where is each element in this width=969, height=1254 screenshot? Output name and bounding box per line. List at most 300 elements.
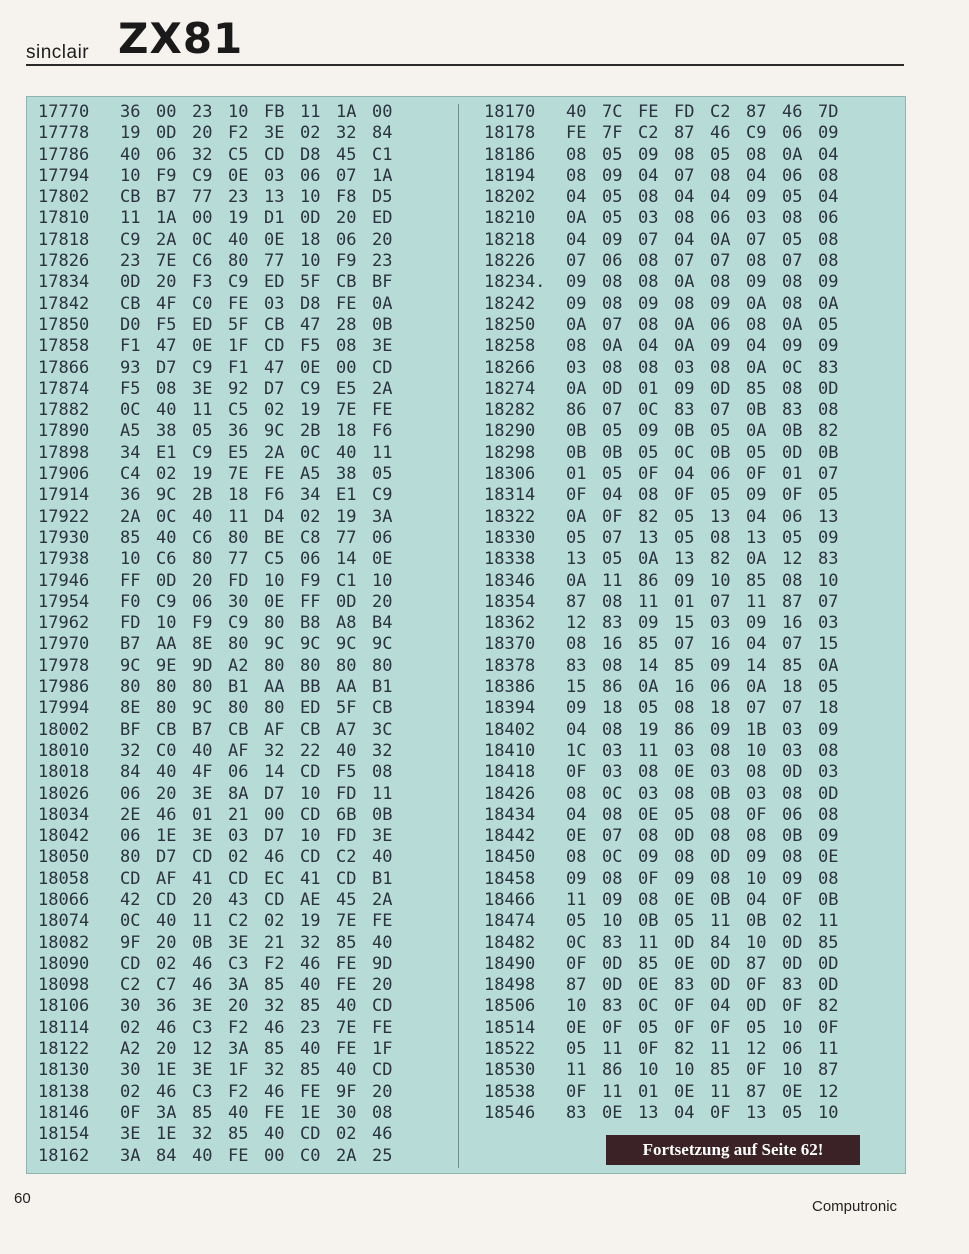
hex-byte: 0F (674, 1017, 695, 1038)
hex-byte: 47 (300, 314, 321, 335)
hex-byte: 18 (818, 698, 839, 719)
hex-byte: 05 (818, 485, 839, 506)
hex-byte: 3E (228, 932, 249, 953)
hex-byte: ED (192, 314, 213, 335)
hex-byte: 19 (300, 911, 321, 932)
hex-address: 17978 (38, 655, 90, 676)
hex-byte: 13 (746, 1102, 767, 1123)
hex-row (484, 166, 904, 187)
hex-byte: 0B (566, 442, 587, 463)
hex-byte: FE (264, 1102, 285, 1123)
hex-byte: 5F (228, 314, 249, 335)
hex-byte: 04 (674, 229, 695, 250)
hex-byte: 85 (192, 1102, 213, 1123)
hex-byte: 9C (120, 655, 141, 676)
hex-byte: FE (264, 464, 285, 485)
hex-row (484, 336, 904, 357)
hex-address: 18322 (484, 506, 536, 527)
hex-byte: 3E (120, 1124, 141, 1145)
hex-byte: FE (638, 102, 659, 122)
hex-byte: B7 (156, 187, 177, 208)
hex-address: 17890 (38, 421, 90, 442)
hex-byte: 23 (228, 187, 249, 208)
hex-byte: 09 (818, 826, 839, 847)
hex-byte: 20 (192, 123, 213, 144)
hex-byte: B1 (372, 677, 393, 698)
hex-row (38, 549, 458, 570)
hex-byte: 13 (674, 549, 695, 570)
hex-byte: 0C (300, 442, 321, 463)
hex-byte: 08 (674, 698, 695, 719)
hex-address: 18290 (484, 421, 536, 442)
hex-byte: 08 (638, 762, 659, 783)
hex-byte: 09 (602, 229, 623, 250)
hex-byte: 3A (372, 506, 393, 527)
hex-byte: 18 (602, 698, 623, 719)
hex-byte: 14 (336, 549, 357, 570)
hex-byte: 11 (120, 208, 141, 229)
hex-byte: 25 (372, 1145, 393, 1166)
hex-byte: C3 (228, 953, 249, 974)
hex-byte: CB (120, 187, 141, 208)
hex-byte: 85 (638, 953, 659, 974)
hex-byte: C9 (192, 165, 213, 186)
hex-byte: CD (300, 762, 321, 783)
hex-byte: C9 (120, 229, 141, 250)
hex-byte: 80 (156, 698, 177, 719)
hex-byte: 11 (710, 1039, 731, 1060)
hex-byte: 32 (192, 144, 213, 165)
hex-byte: 2A (120, 506, 141, 527)
hex-byte: 11 (602, 570, 623, 591)
hex-byte: 19 (228, 208, 249, 229)
hex-byte: 06 (782, 165, 803, 186)
hex-address: 18330 (484, 527, 536, 548)
hex-byte: 0B (710, 889, 731, 910)
hex-byte: 18 (710, 698, 731, 719)
hex-byte: 46 (192, 953, 213, 974)
hex-byte: 08 (782, 783, 803, 804)
hex-byte: B7 (120, 634, 141, 655)
hex-byte: 08 (336, 336, 357, 357)
hex-byte: 85 (336, 932, 357, 953)
hex-byte: 11 (746, 591, 767, 612)
hex-byte: 09 (602, 889, 623, 910)
hex-byte: 01 (782, 464, 803, 485)
hex-byte: 7E (336, 911, 357, 932)
hex-byte: 30 (228, 591, 249, 612)
hex-byte: 04 (566, 804, 587, 825)
hex-byte: 2E (120, 804, 141, 825)
hex-row (484, 847, 904, 868)
hex-byte: 08 (818, 740, 839, 761)
hex-byte: 10 (566, 996, 587, 1017)
hex-byte: 8A (228, 783, 249, 804)
hex-byte: 07 (746, 229, 767, 250)
hex-byte: C5 (264, 549, 285, 570)
hex-byte: 80 (228, 527, 249, 548)
hex-byte: 42 (120, 889, 141, 910)
hex-byte: 7E (228, 464, 249, 485)
hex-row (484, 720, 904, 741)
hex-byte: 03 (782, 740, 803, 761)
hex-byte: 02 (120, 1081, 141, 1102)
hex-byte: 0E (818, 847, 839, 868)
hex-byte: 0A (372, 293, 393, 314)
hex-byte: FD (674, 102, 695, 122)
hex-byte: CD (264, 889, 285, 910)
hex-byte: 06 (120, 783, 141, 804)
hex-byte: 08 (710, 868, 731, 889)
hex-byte: 02 (300, 506, 321, 527)
hex-byte: 07 (336, 165, 357, 186)
hex-byte: 08 (638, 187, 659, 208)
hex-byte: 08 (818, 400, 839, 421)
hex-address: 18106 (38, 996, 90, 1017)
hex-byte: 9D (372, 953, 393, 974)
hex-byte: 0D (746, 996, 767, 1017)
hex-byte: 04 (746, 889, 767, 910)
hex-byte: 0B (818, 442, 839, 463)
hex-byte: 1F (228, 1060, 249, 1081)
hex-address: 17962 (38, 613, 90, 634)
hex-byte: 3E (192, 378, 213, 399)
hex-byte: 09 (818, 336, 839, 357)
hex-byte: C6 (192, 251, 213, 272)
hex-byte: 0F (746, 1060, 767, 1081)
hex-byte: 10 (710, 570, 731, 591)
hex-address: 18074 (38, 911, 90, 932)
hex-byte: 47 (264, 357, 285, 378)
hex-byte: 1A (156, 208, 177, 229)
hex-byte: 40 (156, 527, 177, 548)
hex-byte: 0E (566, 1017, 587, 1038)
hex-byte: 0F (746, 975, 767, 996)
hex-address: 18298 (484, 442, 536, 463)
hex-byte: 0F (602, 506, 623, 527)
hex-byte: 13 (746, 527, 767, 548)
hex-byte: F6 (264, 485, 285, 506)
hex-byte: 08 (602, 719, 623, 740)
hex-byte: 09 (638, 421, 659, 442)
hex-byte: 0B (372, 314, 393, 335)
hex-byte: 02 (156, 953, 177, 974)
hex-byte: 04 (746, 165, 767, 186)
hex-byte: BE (264, 527, 285, 548)
hex-byte: FD (228, 570, 249, 591)
hex-row (484, 549, 904, 570)
hex-byte: 05 (638, 1017, 659, 1038)
hex-address: 18274 (484, 378, 536, 399)
hex-byte: 85 (228, 1124, 249, 1145)
hex-byte: 3A (156, 1102, 177, 1123)
hex-byte: 12 (782, 549, 803, 570)
hex-byte: 06 (372, 527, 393, 548)
hex-byte: 04 (818, 144, 839, 165)
hex-address: 18394 (484, 698, 536, 719)
hex-byte: 2A (372, 378, 393, 399)
hex-byte: 0E (602, 1102, 623, 1123)
hex-byte: C2 (638, 123, 659, 144)
hex-address: 17866 (38, 357, 90, 378)
hex-address: 18202 (484, 187, 536, 208)
hex-byte: 40 (336, 442, 357, 463)
hex-byte: 0A (674, 314, 695, 335)
hex-byte: 13 (566, 549, 587, 570)
hex-address: 18458 (484, 868, 536, 889)
hex-byte: 87 (566, 591, 587, 612)
hex-byte: 36 (120, 485, 141, 506)
hex-byte: 40 (192, 1145, 213, 1166)
hex-byte: 1B (746, 719, 767, 740)
hex-byte: C9 (228, 613, 249, 634)
hex-row (38, 528, 458, 549)
hex-byte: 0C (638, 400, 659, 421)
hex-byte: 34 (120, 442, 141, 463)
hex-byte: C2 (120, 975, 141, 996)
hex-address: 18314 (484, 485, 536, 506)
hex-byte: 07 (782, 251, 803, 272)
hex-byte: F2 (264, 953, 285, 974)
hex-byte: 16 (602, 634, 623, 655)
hex-byte: 06 (602, 251, 623, 272)
hex-byte: 0D (336, 591, 357, 612)
hex-byte: 40 (156, 911, 177, 932)
hex-byte: 03 (638, 783, 659, 804)
hex-byte: 85 (120, 527, 141, 548)
hex-byte: F9 (156, 165, 177, 186)
hex-byte: 23 (192, 102, 213, 122)
hex-byte: 3E (192, 996, 213, 1017)
hex-byte: 06 (782, 1039, 803, 1060)
hex-byte: AA (264, 677, 285, 698)
hex-byte: 85 (300, 996, 321, 1017)
hex-byte: 08 (710, 740, 731, 761)
hex-byte: 85 (710, 1060, 731, 1081)
hex-byte: 01 (638, 378, 659, 399)
hex-byte: 80 (192, 677, 213, 698)
hex-row (38, 890, 458, 911)
hex-byte: 0F (638, 1039, 659, 1060)
hex-row (38, 911, 458, 932)
hex-byte: 0A (746, 677, 767, 698)
hex-byte: 0F (120, 1102, 141, 1123)
hex-byte: 0A (566, 378, 587, 399)
hex-byte: D8 (300, 144, 321, 165)
hex-row (484, 975, 904, 996)
hex-byte: 87 (566, 975, 587, 996)
hex-byte: A2 (120, 1039, 141, 1060)
hex-byte: 80 (156, 677, 177, 698)
hex-byte: 87 (746, 102, 767, 122)
hex-byte: C1 (372, 144, 393, 165)
hex-byte: 11 (566, 1060, 587, 1081)
hex-row (484, 123, 904, 144)
hex-byte: 0F (746, 464, 767, 485)
hex-byte: CD (156, 889, 177, 910)
hex-address: 18026 (38, 783, 90, 804)
hex-byte: F9 (336, 251, 357, 272)
hex-row (484, 1103, 904, 1124)
hex-byte: 12 (746, 1039, 767, 1060)
hex-row (38, 123, 458, 144)
hex-address: 18346 (484, 570, 536, 591)
hex-byte: 80 (120, 677, 141, 698)
hex-byte: C9 (192, 442, 213, 463)
hex-row (38, 1039, 458, 1060)
hex-byte: 05 (674, 911, 695, 932)
hex-byte: CB (336, 272, 357, 293)
hex-byte: 0B (782, 826, 803, 847)
hex-byte: 01 (674, 591, 695, 612)
hex-row (38, 869, 458, 890)
hex-row (484, 421, 904, 442)
hex-byte: CD (264, 336, 285, 357)
hex-byte: 0B (638, 911, 659, 932)
hex-byte: 08 (746, 762, 767, 783)
hex-row (38, 762, 458, 783)
hex-row (484, 187, 904, 208)
hex-byte: 09 (746, 847, 767, 868)
hex-address: 18218 (484, 229, 536, 250)
hex-byte: 0F (566, 953, 587, 974)
hex-byte: 06 (710, 464, 731, 485)
hex-address: 18354 (484, 591, 536, 612)
hex-row (38, 1060, 458, 1081)
hex-byte: 08 (372, 762, 393, 783)
hex-byte: 32 (264, 740, 285, 761)
hex-byte: 05 (674, 506, 695, 527)
hex-byte: 0A (566, 506, 587, 527)
hex-byte: 7E (336, 1017, 357, 1038)
hex-byte: 03 (710, 762, 731, 783)
hex-address: 18418 (484, 762, 536, 783)
hex-byte: F5 (300, 336, 321, 357)
hex-byte: 36 (120, 102, 141, 122)
hex-byte: 11 (818, 911, 839, 932)
hex-byte: 19 (300, 400, 321, 421)
hex-byte: 02 (264, 400, 285, 421)
hex-byte: 0B (782, 421, 803, 442)
hex-byte: 05 (602, 144, 623, 165)
hex-byte: 09 (638, 613, 659, 634)
hex-byte: 0D (818, 953, 839, 974)
hex-byte: FE (300, 1081, 321, 1102)
hex-byte: 83 (818, 549, 839, 570)
hex-row (38, 294, 458, 315)
continuation-banner: Fortsetzung auf Seite 62! (606, 1135, 860, 1165)
hex-row (38, 443, 458, 464)
hex-row (38, 102, 458, 123)
hex-byte: 11 (638, 740, 659, 761)
hex-byte: 9F (120, 932, 141, 953)
hex-address: 17818 (38, 229, 90, 250)
hex-byte: 05 (602, 208, 623, 229)
hex-byte: 05 (602, 187, 623, 208)
hex-byte: 08 (674, 783, 695, 804)
hex-byte: B7 (192, 719, 213, 740)
hex-address: 18226 (484, 251, 536, 272)
hex-byte: FD (336, 826, 357, 847)
hex-byte: 87 (818, 1060, 839, 1081)
hex-byte: 32 (336, 123, 357, 144)
hex-byte: 40 (156, 762, 177, 783)
hex-byte: 7E (336, 400, 357, 421)
hex-byte: 11 (192, 400, 213, 421)
hex-byte: 80 (264, 613, 285, 634)
hex-byte: 08 (638, 314, 659, 335)
hex-row (484, 1039, 904, 1060)
hex-address: 17802 (38, 187, 90, 208)
hex-address: 18266 (484, 357, 536, 378)
hex-byte: 08 (674, 847, 695, 868)
hex-byte: 0D (782, 932, 803, 953)
hex-byte: AF (156, 868, 177, 889)
hex-byte: AE (300, 889, 321, 910)
hex-byte: 2B (300, 421, 321, 442)
hex-row (484, 102, 904, 123)
hex-byte: 8E (120, 698, 141, 719)
hex-byte: 0E (372, 549, 393, 570)
hex-byte: 0B (710, 442, 731, 463)
hex-byte: 08 (818, 229, 839, 250)
hex-byte: 3A (120, 1145, 141, 1166)
hex-row (38, 251, 458, 272)
hex-byte: 05 (782, 1102, 803, 1123)
hex-column-right (484, 102, 904, 1124)
hex-byte: 19 (120, 123, 141, 144)
page-number: 60 (14, 1190, 31, 1207)
hex-address: 18194 (484, 165, 536, 186)
hex-row (484, 933, 904, 954)
hex-byte: 15 (566, 677, 587, 698)
hex-byte: 40 (566, 102, 587, 122)
hex-byte: 03 (710, 613, 731, 634)
hex-byte: 04 (602, 485, 623, 506)
hex-byte: 00 (192, 208, 213, 229)
hex-row (484, 1082, 904, 1103)
hex-byte: 08 (566, 847, 587, 868)
hex-byte: 83 (674, 400, 695, 421)
hex-address: 17794 (38, 165, 90, 186)
hex-byte: 84 (710, 932, 731, 953)
hex-byte: D1 (264, 208, 285, 229)
hex-byte: 02 (156, 464, 177, 485)
hex-column-left (38, 102, 458, 1167)
hex-address: 17994 (38, 698, 90, 719)
hex-byte: 7D (818, 102, 839, 122)
hex-byte: 04 (674, 187, 695, 208)
hex-byte: 08 (710, 357, 731, 378)
hex-byte: 06 (818, 208, 839, 229)
hex-byte: 82 (638, 506, 659, 527)
hex-byte: 06 (710, 314, 731, 335)
hex-byte: 13 (638, 1102, 659, 1123)
hex-byte: 11 (638, 932, 659, 953)
hex-byte: 0D (120, 272, 141, 293)
hex-byte: 40 (264, 1124, 285, 1145)
hex-byte: 07 (746, 698, 767, 719)
hex-byte: 5F (336, 698, 357, 719)
hex-byte: 0F (674, 485, 695, 506)
hex-byte: 32 (264, 1060, 285, 1081)
hex-row (484, 230, 904, 251)
hex-byte: 14 (638, 655, 659, 676)
hex-byte: 20 (192, 570, 213, 591)
hex-byte: AA (156, 634, 177, 655)
hex-byte: 0D (300, 208, 321, 229)
hex-byte: 10 (818, 570, 839, 591)
